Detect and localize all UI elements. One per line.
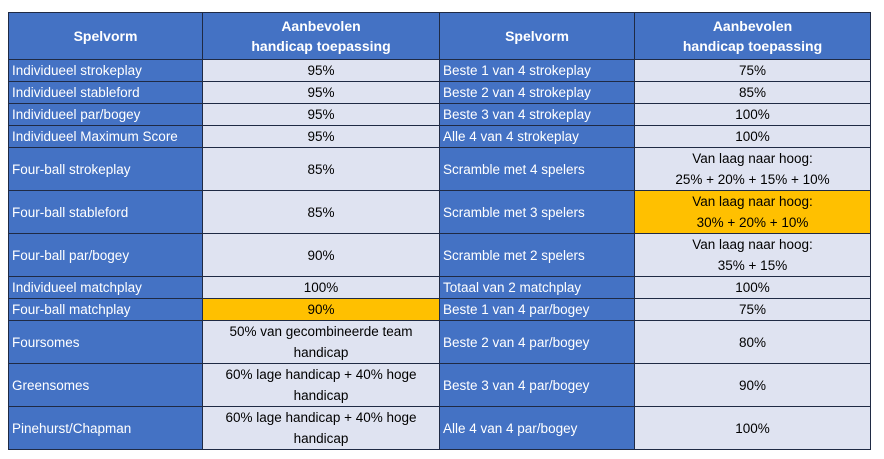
right-spelvorm-cell: Scramble met 2 spelers <box>440 234 635 277</box>
left-handicap-cell <box>203 407 440 450</box>
table-row <box>9 407 871 450</box>
right-handicap-cell <box>635 299 871 321</box>
right-handicap-line: 80% <box>738 334 767 350</box>
left-handicap-line: handicap <box>293 345 349 360</box>
header-handicap-right-line2: handicap toepassing <box>682 38 823 54</box>
right-handicap-line: 35% + 15% <box>717 258 788 273</box>
right-handicap-cell <box>635 364 871 407</box>
table-row <box>9 234 871 277</box>
header-handicap-right <box>635 13 871 60</box>
left-spelvorm-cell: Individueel matchplay <box>9 277 203 299</box>
right-handicap-cell <box>635 104 871 126</box>
handicap-table-container <box>8 12 870 449</box>
right-spelvorm-cell: Beste 2 van 4 strokeplay <box>440 82 635 104</box>
right-handicap-cell <box>635 82 871 104</box>
table-row <box>9 104 871 126</box>
right-handicap-line: Van laag naar hoog: <box>692 151 813 166</box>
left-spelvorm-cell: Individueel stableford <box>9 82 203 104</box>
left-handicap-line: 95% <box>307 63 335 78</box>
right-handicap-line: 25% + 20% + 15% + 10% <box>675 172 830 187</box>
right-handicap-line: 75% <box>738 302 767 317</box>
right-spelvorm-cell: Beste 1 van 4 strokeplay <box>440 60 635 82</box>
right-spelvorm-cell: Alle 4 van 4 par/bogey <box>440 407 635 450</box>
right-handicap-line: 75% <box>738 63 767 78</box>
left-spelvorm-cell: Four-ball matchplay <box>9 299 203 321</box>
right-handicap-line: Van laag naar hoog: <box>692 194 813 209</box>
right-spelvorm-cell: Scramble met 3 spelers <box>440 191 635 234</box>
left-handicap-cell <box>203 60 440 82</box>
left-handicap-cell <box>203 321 440 364</box>
left-handicap-cell <box>203 277 440 299</box>
left-handicap-line: handicap <box>293 431 349 446</box>
left-handicap-line: 60% lage handicap + 40% hoge <box>225 410 417 425</box>
header-handicap-left <box>203 13 440 60</box>
right-handicap-cell <box>635 148 871 191</box>
right-spelvorm-cell: Beste 1 van 4 par/bogey <box>440 299 635 321</box>
left-spelvorm-cell: Foursomes <box>9 321 203 364</box>
left-handicap-line: 95% <box>307 129 335 144</box>
table-row <box>9 364 871 407</box>
header-row <box>9 13 871 60</box>
left-handicap-cell <box>203 191 440 234</box>
right-spelvorm-cell: Totaal van 2 matchplay <box>440 277 635 299</box>
left-handicap-line: 100% <box>303 280 339 295</box>
table-row <box>9 191 871 234</box>
table-row <box>9 126 871 148</box>
left-handicap-line: 50% van gecombineerde team <box>229 324 413 339</box>
left-handicap-line: 85% <box>307 161 335 177</box>
left-spelvorm-cell: Greensomes <box>9 364 203 407</box>
right-handicap-line: Van laag naar hoog: <box>692 237 813 252</box>
left-handicap-cell <box>203 126 440 148</box>
right-handicap-cell <box>635 234 871 277</box>
left-handicap-line: 95% <box>307 85 335 100</box>
handicap-table <box>8 12 871 450</box>
right-handicap-line: 100% <box>735 420 770 436</box>
header-handicap-right-line1: Aanbevolen <box>712 18 793 34</box>
left-handicap-line: handicap <box>293 388 349 403</box>
right-handicap-cell <box>635 60 871 82</box>
right-spelvorm-cell: Beste 3 van 4 strokeplay <box>440 104 635 126</box>
header-spelvorm-right: Spelvorm <box>440 13 635 60</box>
header-spelvorm-left: Spelvorm <box>9 13 203 60</box>
header-handicap-left-line2: handicap toepassing <box>251 38 391 54</box>
header-handicap-left-line1: Aanbevolen <box>281 18 361 34</box>
left-handicap-cell <box>203 234 440 277</box>
right-spelvorm-cell: Beste 3 van 4 par/bogey <box>440 364 635 407</box>
right-spelvorm-cell: Alle 4 van 4 strokeplay <box>440 126 635 148</box>
right-handicap-cell <box>635 321 871 364</box>
left-handicap-line: 85% <box>307 204 335 220</box>
left-handicap-line: 60% lage handicap + 40% hoge <box>225 367 417 382</box>
right-handicap-line: 90% <box>738 377 767 393</box>
left-handicap-line: 90% <box>307 302 335 317</box>
right-handicap-cell <box>635 407 871 450</box>
left-handicap-line: 95% <box>307 107 335 122</box>
right-handicap-cell <box>635 126 871 148</box>
left-handicap-cell <box>203 148 440 191</box>
table-row <box>9 60 871 82</box>
right-handicap-cell <box>635 191 871 234</box>
right-handicap-line: 100% <box>735 280 770 295</box>
table-row <box>9 277 871 299</box>
right-handicap-cell <box>635 277 871 299</box>
left-spelvorm-cell: Individueel par/bogey <box>9 104 203 126</box>
right-handicap-line: 85% <box>738 85 767 100</box>
left-handicap-cell <box>203 364 440 407</box>
left-spelvorm-cell: Four-ball strokeplay <box>9 148 203 191</box>
right-spelvorm-cell: Scramble met 4 spelers <box>440 148 635 191</box>
left-handicap-cell <box>203 104 440 126</box>
left-handicap-line: 90% <box>307 247 335 263</box>
right-handicap-line: 30% + 20% + 10% <box>696 215 809 230</box>
right-spelvorm-cell: Beste 2 van 4 par/bogey <box>440 321 635 364</box>
table-row <box>9 321 871 364</box>
right-handicap-line: 100% <box>735 107 770 122</box>
left-spelvorm-cell: Individueel strokeplay <box>9 60 203 82</box>
left-handicap-cell <box>203 82 440 104</box>
left-spelvorm-cell: Individueel Maximum Score <box>9 126 203 148</box>
left-spelvorm-cell: Four-ball stableford <box>9 191 203 234</box>
table-row <box>9 299 871 321</box>
left-handicap-cell <box>203 299 440 321</box>
table-row <box>9 148 871 191</box>
table-row <box>9 82 871 104</box>
left-spelvorm-cell: Four-ball par/bogey <box>9 234 203 277</box>
right-handicap-line: 100% <box>735 129 770 144</box>
left-spelvorm-cell: Pinehurst/Chapman <box>9 407 203 450</box>
